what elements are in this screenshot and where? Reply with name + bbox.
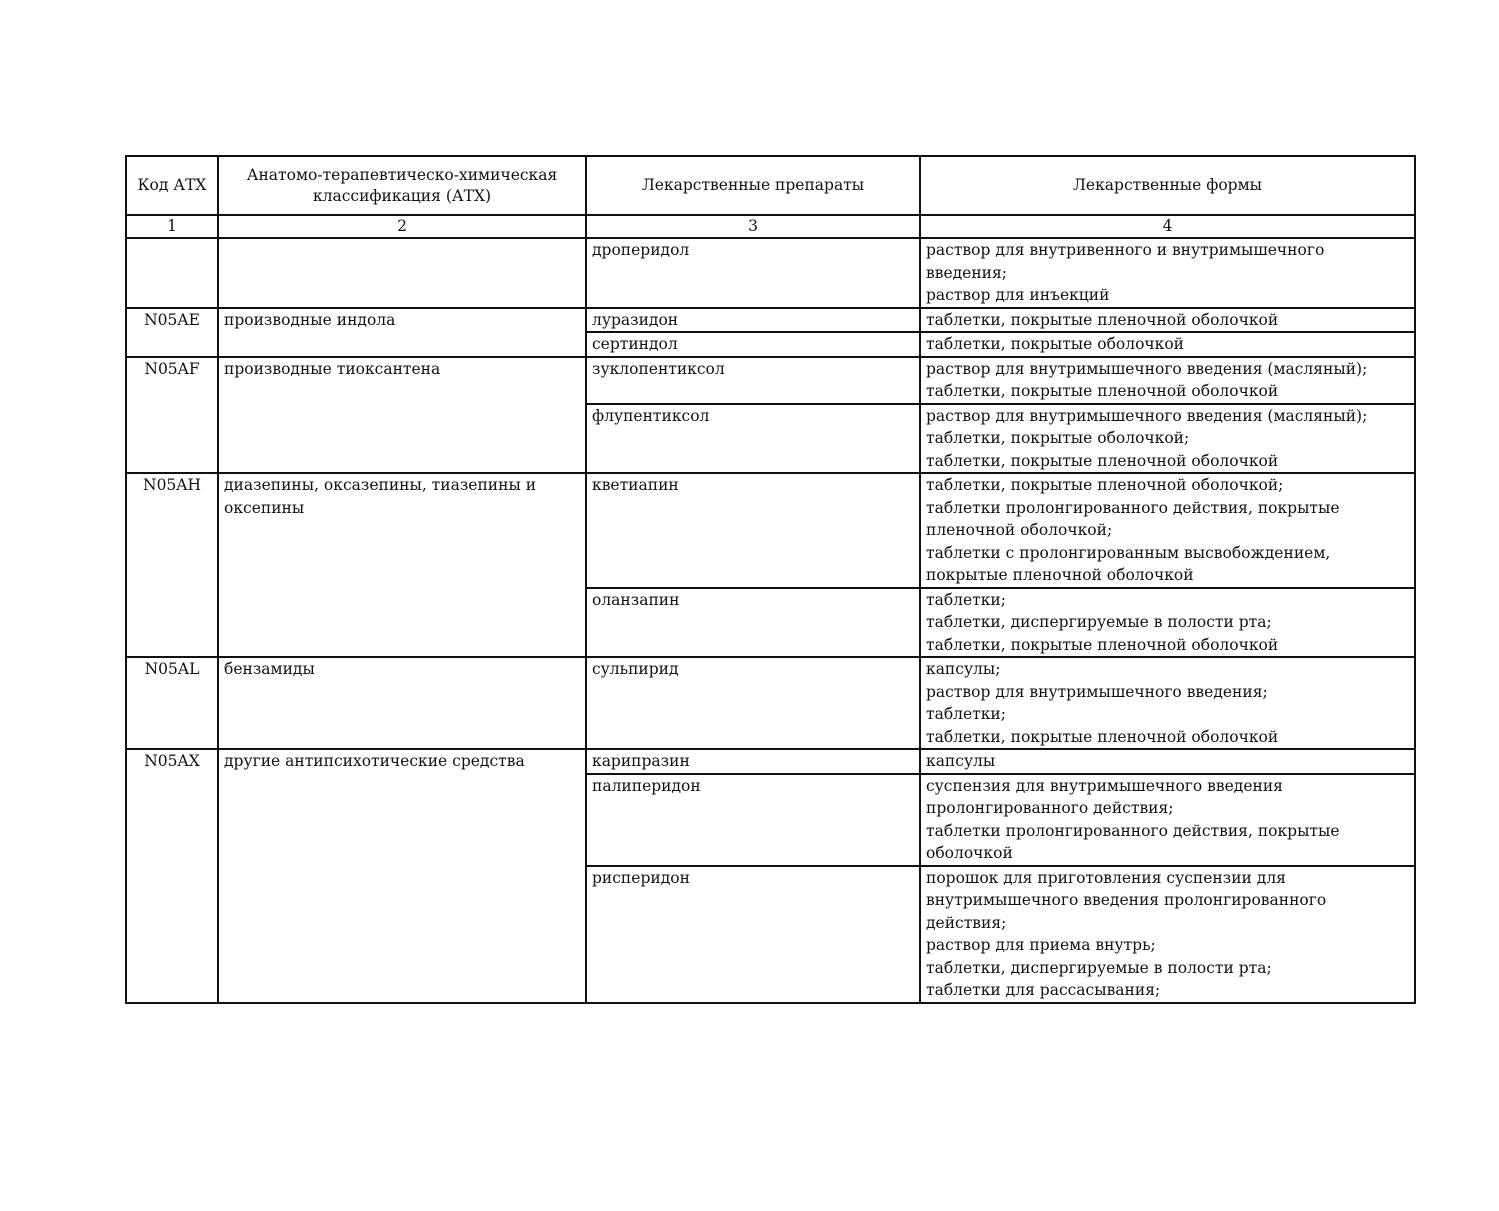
dosage-form-item: раствор для внутривенного и внутримышечного введения; [926,241,1325,282]
drug-name-cell: зуклопентиксол [586,357,920,404]
drug-name-cell: оланзапин [586,588,920,658]
drug-name-cell: рисперидон [586,866,920,1003]
atx-code-cell: N05AX [126,749,218,1003]
dosage-form-item: таблетки пролонгированного действия, покрытые оболочкой [926,821,1340,862]
table-row [126,308,1415,333]
table-row [126,657,1415,749]
table-header [126,156,1415,215]
table-row [126,238,1415,308]
table-row [126,749,1415,774]
dosage-forms-cell [920,473,1415,588]
drug-name-cell: дроперидол [586,238,920,308]
drug-name-cell: сульпирид [586,657,920,749]
dosage-form-item: раствор для внутримышечного введения (масляный); [926,406,1368,425]
drug-name-cell: флупентиксол [586,404,920,474]
dosage-forms-cell [920,238,1415,308]
atx-code-cell: N05AL [126,657,218,749]
drug-name-cell: кветиапин [586,473,920,588]
dosage-forms-cell [920,308,1415,333]
dosage-form-item: таблетки с пролонгированным высвобождением, покрытые пленочной оболочкой [926,543,1331,584]
dosage-form-item: раствор для внутримышечного введения; [926,682,1268,701]
header-dosage-forms: Лекарственные формы [920,156,1415,215]
drug-name-cell: карипразин [586,749,920,774]
atx-code-cell: N05AH [126,473,218,657]
drug-name-cell: сертиндол [586,332,920,357]
dosage-form-item: таблетки, покрытые пленочной оболочкой; [926,476,1284,494]
dosage-form-item: таблетки пролонгированного действия, покрытые пленочной оболочкой; [926,498,1340,539]
column-number: 1 [126,215,218,238]
dosage-form-item: суспензия для внутримышечного введения пролонгированного действия; [926,776,1283,817]
dosage-form-item: порошок для приготовления суспензии для внутримышечного введения пролонгированного действия; [926,868,1327,932]
header-drugs: Лекарственные препараты [586,156,920,215]
dosage-form-item: таблетки, покрытые пленочной оболочкой [926,382,1279,400]
atx-classification-cell: производные индола [218,308,586,357]
header-atx-code: Код АТХ [126,156,218,215]
dosage-form-item: раствор для приема внутрь; [926,936,1156,954]
table-row [126,357,1415,404]
dosage-form-item: таблетки, диспергируемые в полости рта; [926,613,1272,631]
table-body [126,215,1415,1003]
atx-classification-cell: другие антипсихотические средства [218,749,586,1003]
dosage-form-item: таблетки, покрытые пленочной оболочкой [926,310,1279,329]
header-atx-classification: Анатомо-терапевтическо-химическая классификация (АТХ) [218,156,586,215]
atx-classification-cell: бензамиды [218,657,586,749]
dosage-form-item: таблетки, диспергируемые в полости рта; [926,958,1272,977]
column-number: 4 [920,215,1415,238]
table-row [126,473,1415,588]
atx-code-cell: N05AF [126,357,218,474]
dosage-form-item: таблетки, покрытые оболочкой [926,335,1185,353]
dosage-forms-cell [920,332,1415,357]
atx-classification-cell [218,238,586,308]
dosage-form-item: таблетки для рассасывания; [926,981,1161,999]
dosage-forms-cell [920,588,1415,658]
column-number: 2 [218,215,586,238]
dosage-form-item: таблетки, покрытые пленочной оболочкой [926,635,1279,654]
dosage-forms-cell [920,749,1415,774]
atx-drug-table [125,155,1416,1004]
dosage-form-item: капсулы; [926,660,1001,678]
dosage-form-item: таблетки, покрытые пленочной оболочкой [926,727,1279,746]
header-row [126,156,1415,215]
drug-name-cell: палиперидон [586,774,920,866]
dosage-forms-cell [920,866,1415,1003]
column-number-row [126,215,1415,238]
atx-classification-cell: производные тиоксантена [218,357,586,474]
column-number: 3 [586,215,920,238]
atx-code-cell [126,238,218,308]
dosage-form-item: раствор для внутримышечного введения (масляный); [926,359,1368,378]
dosage-forms-cell [920,357,1415,404]
dosage-forms-cell [920,404,1415,474]
dosage-form-item: раствор для инъекций [926,286,1110,304]
dosage-form-item: таблетки; [926,590,1006,609]
atx-classification-cell: диазепины, оксазепины, тиазепины и оксепины [218,473,586,657]
drug-name-cell: луразидон [586,308,920,333]
dosage-forms-cell [920,657,1415,749]
atx-code-cell: N05AE [126,308,218,357]
dosage-forms-cell [920,774,1415,866]
dosage-form-item: таблетки; [926,705,1006,723]
dosage-form-item: таблетки, покрытые оболочкой; [926,429,1190,447]
dosage-form-item: таблетки, покрытые пленочной оболочкой [926,451,1279,470]
dosage-form-item: капсулы [926,752,996,770]
